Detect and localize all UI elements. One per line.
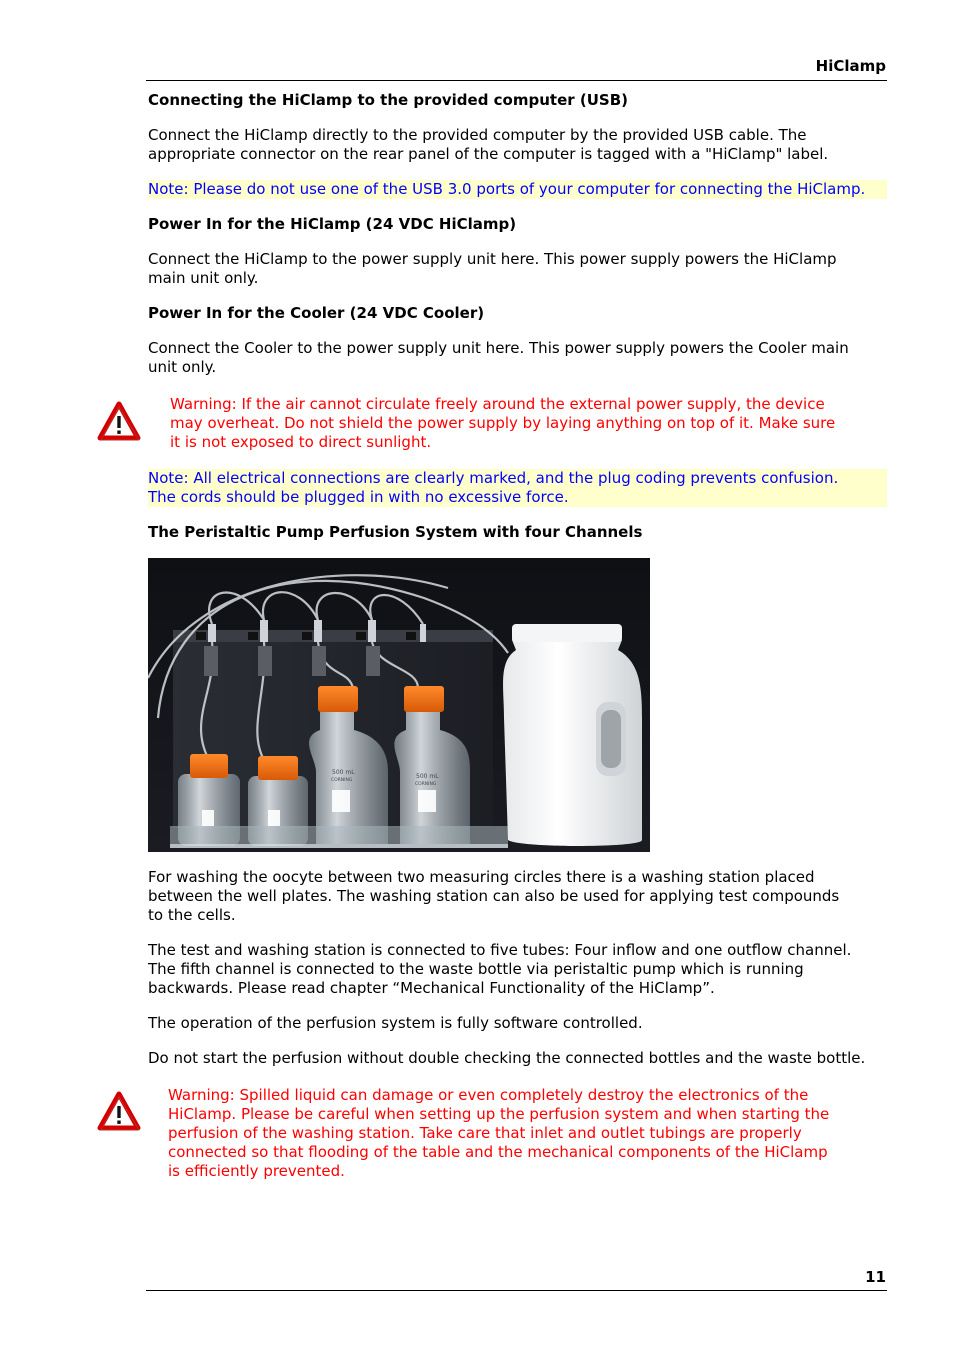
- perfusion-warning-line-4: connected so that flooding of the table and the mechanical components of the HiClamp: [168, 1143, 828, 1161]
- usb-text-line-2: appropriate connector on the rear panel of the computer is tagged with a "HiClamp" label.: [148, 145, 829, 163]
- warning-triangle-icon: [97, 400, 141, 442]
- connections-note: [148, 469, 887, 507]
- perfusion-p1-line-3: to the cells.: [148, 906, 236, 924]
- perfusion-warning-line-3: perfusion of the washing station. Take care that inlet and outlet tubings are properly: [168, 1124, 802, 1142]
- perfusion-warning: [168, 1086, 868, 1181]
- cooler-warning-line-3: it is not exposed to direct sunlight.: [170, 433, 432, 451]
- cooler-warning-line-2: may overheat. Do not shield the power supply by laying anything on top of it. Make sure: [170, 414, 836, 432]
- header-title: HiClamp: [815, 57, 886, 75]
- bottle-volume-label-2: 500 mL: [416, 773, 439, 780]
- perfusion-p2-line-2: The fifth channel is connected to the waste bottle via peristaltic pump which is running: [148, 960, 804, 978]
- power-hiclamp-text: [148, 250, 868, 288]
- perfusion-system-photo: [148, 558, 650, 852]
- perfusion-paragraph-1: [148, 868, 888, 925]
- perfusion-paragraph-3: The operation of the perfusion system is fully software controlled.: [148, 1014, 643, 1032]
- power-hiclamp-heading: Power In for the HiClamp (24 VDC HiClamp): [148, 215, 517, 233]
- cooler-warning-line-1: Warning: If the air cannot circulate freely around the external power supply, the device: [170, 395, 825, 413]
- page-number: 11: [865, 1268, 886, 1286]
- usb-note: Note: Please do not use one of the USB 3.0 ports of your computer for connecting the HiClamp.: [148, 180, 887, 199]
- bottle-volume-label-1: 500 mL: [332, 769, 355, 776]
- bottle-brand-label-1: CORNING: [331, 778, 353, 783]
- perfusion-warning-line-5: is efficiently prevented.: [168, 1162, 345, 1180]
- bottle-brand-label-2: CORNING: [415, 782, 437, 787]
- perfusion-paragraph-2: [148, 941, 888, 998]
- usb-text: [148, 126, 868, 164]
- cooler-warning: [170, 395, 870, 452]
- header-rule: [146, 80, 887, 81]
- perfusion-p1-line-2: between the well plates. The washing station can also be used for applying test compounds: [148, 887, 840, 905]
- power-cooler-text: [148, 339, 868, 377]
- footer-rule: [146, 1290, 887, 1291]
- perfusion-warning-line-1: Warning: Spilled liquid can damage or even completely destroy the electronics of the: [168, 1086, 809, 1104]
- power-cooler-line-2: unit only.: [148, 358, 217, 376]
- usb-text-line-1: Connect the HiClamp directly to the provided computer by the provided USB cable. The: [148, 126, 807, 144]
- power-hiclamp-line-2: main unit only.: [148, 269, 259, 287]
- connections-note-line-1: Note: All electrical connections are clearly marked, and the plug coding prevents confusion.: [148, 469, 839, 487]
- perfusion-paragraph-4: Do not start the perfusion without double checking the connected bottles and the waste bottle.: [148, 1049, 866, 1067]
- power-cooler-heading: Power In for the Cooler (24 VDC Cooler): [148, 304, 485, 322]
- perfusion-heading: The Peristaltic Pump Perfusion System with four Channels: [148, 523, 643, 541]
- usb-heading: Connecting the HiClamp to the provided computer (USB): [148, 91, 628, 109]
- perfusion-p2-line-1: The test and washing station is connected to five tubes: Four inflow and one outflow channel.: [148, 941, 852, 959]
- perfusion-p2-line-3: backwards. Please read chapter “Mechanical Functionality of the HiClamp”.: [148, 979, 715, 997]
- power-hiclamp-line-1: Connect the HiClamp to the power supply unit here. This power supply powers the HiClamp: [148, 250, 837, 268]
- connections-note-line-2: The cords should be plugged in with no excessive force.: [148, 488, 569, 506]
- perfusion-p1-line-1: For washing the oocyte between two measuring circles there is a washing station placed: [148, 868, 815, 886]
- power-cooler-line-1: Connect the Cooler to the power supply unit here. This power supply powers the Cooler main: [148, 339, 849, 357]
- perfusion-warning-line-2: HiClamp. Please be careful when setting up the perfusion system and when starting the: [168, 1105, 830, 1123]
- warning-triangle-icon-2: [97, 1090, 141, 1132]
